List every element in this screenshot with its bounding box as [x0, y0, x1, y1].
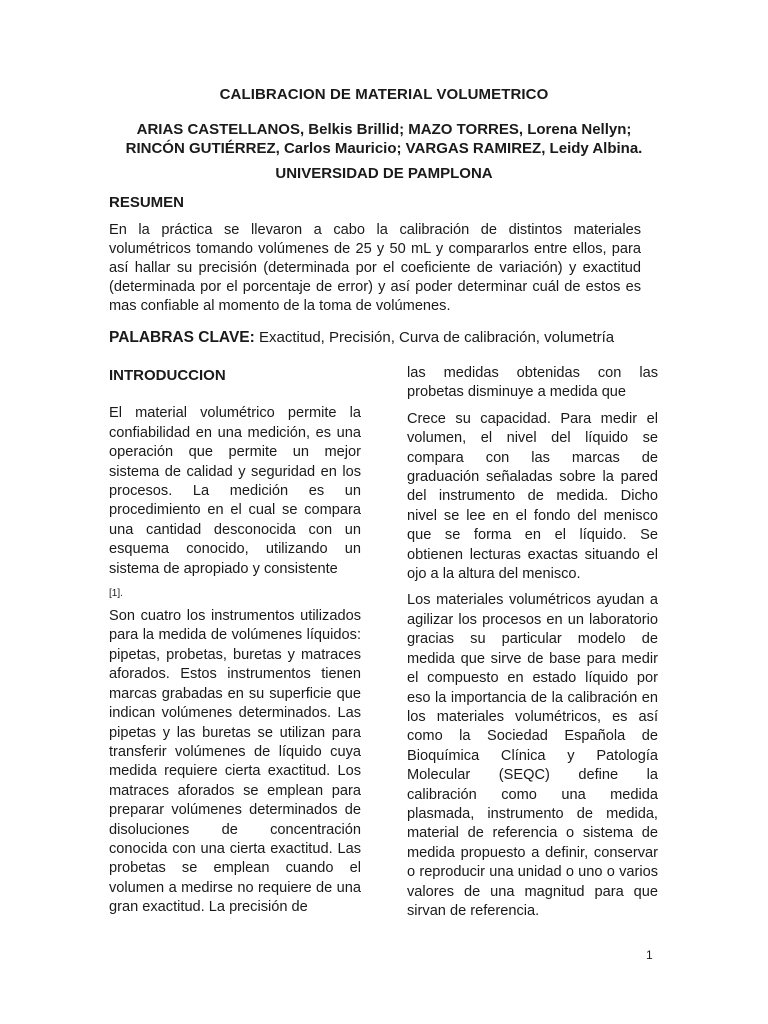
author-list — [0, 120, 768, 158]
keywords-label: PALABRAS CLAVE: — [109, 329, 255, 346]
author-line-1: ARIAS CASTELLANOS, Belkis Brillid; MAZO TORRES, Lorena Nellyn; — [136, 121, 632, 138]
keywords-text: Exactitud, Precisión, Curva de calibración, volumetría — [258, 329, 615, 346]
intro-paragraph-4: Crece su capacidad. Para medir el volumen, el nivel del líquido se compara con las marcas de graduación señaladas sobre la pared del instrumento de medida. Dicho nivel se lee en el fondo del menisco que se forma en el líquido. Se obtienen lecturas exactas situando el ojo a la altura del menisco. — [407, 410, 658, 583]
intro-paragraph-3: las medidas obtenidas con las probetas disminuye a medida que — [407, 365, 658, 401]
author-line-2: RINCÓN GUTIÉRREZ, Carlos Mauricio; VARGAS RAMIREZ, Leidy Albina. — [125, 140, 643, 157]
abstract-heading: RESUMEN — [109, 194, 185, 211]
intro-paragraph-2: Son cuatro los instrumentos utilizados para la medida de volúmenes líquidos: pipetas, probetas, buretas y matraces aforados. Estos instrumentos tienen marcas grabadas en su superficie que indican volúmenes determinados. Las pipetas y las buretas se utilizan para transferir volúmenes de líquido cuya medida requiere cierta exactitud. Los matraces aforados se emplean para preparar volúmenes determinados de disoluciones de concentración conocida con una cierta exactitud. Las probetas se emplean cuando el volumen a medirse no requiere de una gran exactitud. La precisión de — [109, 608, 361, 916]
left-column — [109, 366, 361, 925]
abstract-text: En la práctica se llevaron a cabo la calibración de distintos materiales volumétricos tomando volúmenes de 25 y 50 mL y compararlos entre ellos, para así hallar su precisión (determinada por el coeficiente de variación) y exactitud (determinada por el porcentaje de error) y así poder determinar cuál de estos es mas confiable al momento de la toma de volúmenes. — [109, 222, 641, 314]
page-number: 1 — [646, 948, 653, 962]
introduction-heading: INTRODUCCION — [109, 367, 226, 384]
right-column — [407, 364, 658, 928]
affiliation: UNIVERSIDAD DE PAMPLONA — [275, 165, 493, 182]
intro-paragraph-1: El material volumétrico permite la confiabilidad en una medición, es una operación que permite un mejor sistema de calidad y seguridad en los procesos. La medición es un procedimiento en el cual se compara una cantidad desconocida con un esquema conocido, utilizando un sistema de apropiado y consistente — [109, 405, 361, 577]
citation-ref: [1]. — [109, 588, 123, 600]
document-title: CALIBRACION DE MATERIAL VOLUMETRICO — [219, 86, 549, 103]
keywords — [109, 329, 641, 347]
intro-paragraph-5: Los materiales volumétricos ayudan a agilizar los procesos en un laboratorio gracias su particular modelo de medida que sirve de base para medir el compuesto en estado líquido por eso la importancia de la calibración en los materiales volumétricos, es así como la Sociedad Española de Bioquímica Clínica y Patología Molecular (SEQC) define la calibración como una medida plasmada, instrumento de medida, material de referencia o sistema de medida propuesto a definir, conservar o reproducir una unidad o uno o varios valores de una magnitud para que sirvan de referencia. — [407, 592, 658, 919]
